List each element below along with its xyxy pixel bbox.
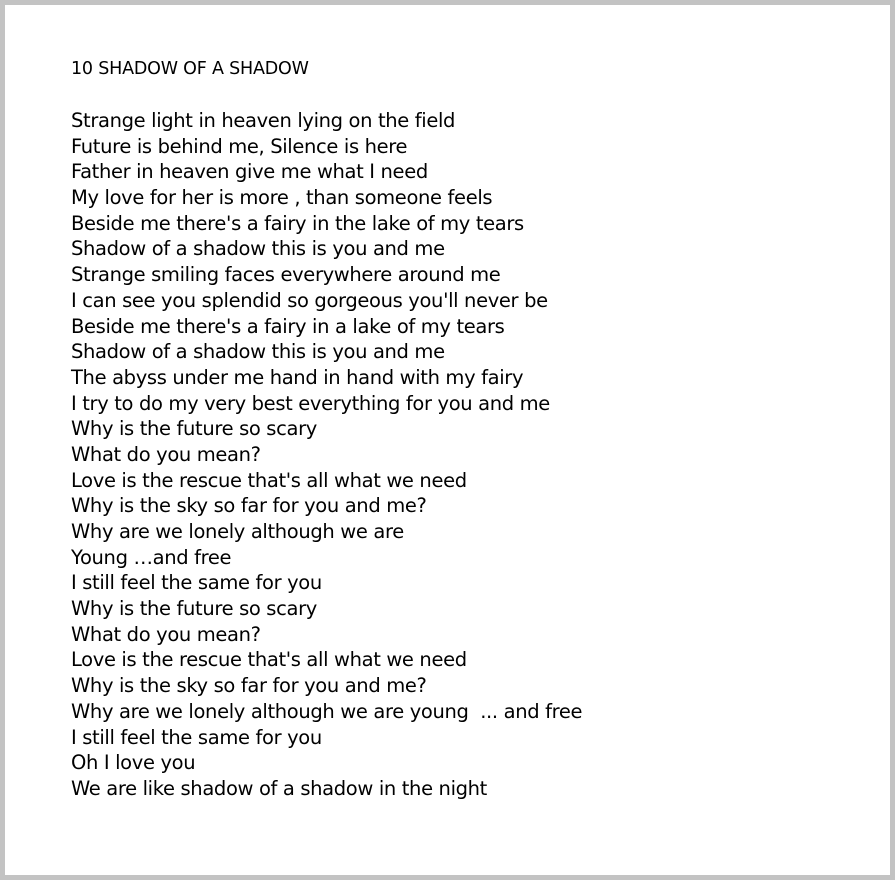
- lyric-line: I still feel the same for you: [71, 725, 322, 749]
- lyric-line: Why is the sky so far for you and me?: [71, 494, 427, 518]
- lyric-line: I try to do my very best everything for you and me: [71, 391, 550, 415]
- lyric-line: My love for her is more , than someone feels: [71, 186, 493, 210]
- lyric-line: Love is the rescue that's all what we need: [71, 468, 467, 492]
- lyric-line: Beside me there's a fairy in the lake of my tears: [71, 211, 524, 235]
- song-title: 10 SHADOW OF A SHADOW: [71, 59, 309, 79]
- lyric-line: Why is the future so scary: [71, 597, 317, 621]
- lyric-line: Why is the sky so far for you and me?: [71, 674, 427, 698]
- lyric-line: Love is the rescue that's all what we need: [71, 648, 467, 672]
- lyric-line: What do you mean?: [71, 622, 261, 646]
- lyric-line: Why are we lonely although we are: [71, 520, 404, 543]
- lyric-line: Future is behind me, Silence is here: [71, 134, 408, 158]
- lyric-line: Young …and free: [71, 545, 232, 569]
- lyric-line: Father in heaven give me what I need: [71, 160, 428, 184]
- lyric-line: Why is the future so scary: [71, 417, 317, 441]
- lyric-line: Oh I love you: [71, 751, 196, 775]
- lyric-line: Shadow of a shadow this is you and me: [71, 340, 445, 364]
- lyrics-block: [71, 108, 582, 802]
- lyric-line: Beside me there's a fairy in a lake of my tears: [71, 314, 505, 338]
- lyric-line: I still feel the same for you: [71, 571, 322, 595]
- lyric-line: Why are we lonely although we are young ... and free: [71, 699, 583, 723]
- lyric-line: Strange light in heaven lying on the field: [71, 109, 456, 132]
- lyric-line: The abyss under me hand in hand with my fairy: [71, 365, 524, 389]
- lyric-line: We are like shadow of a shadow in the night: [71, 776, 487, 800]
- lyric-line: What do you mean?: [71, 442, 261, 466]
- lyric-line: Strange smiling faces everywhere around me: [71, 263, 501, 287]
- lyric-line: Shadow of a shadow this is you and me: [71, 237, 445, 261]
- lyric-line: I can see you splendid so gorgeous you'll never be: [71, 288, 548, 312]
